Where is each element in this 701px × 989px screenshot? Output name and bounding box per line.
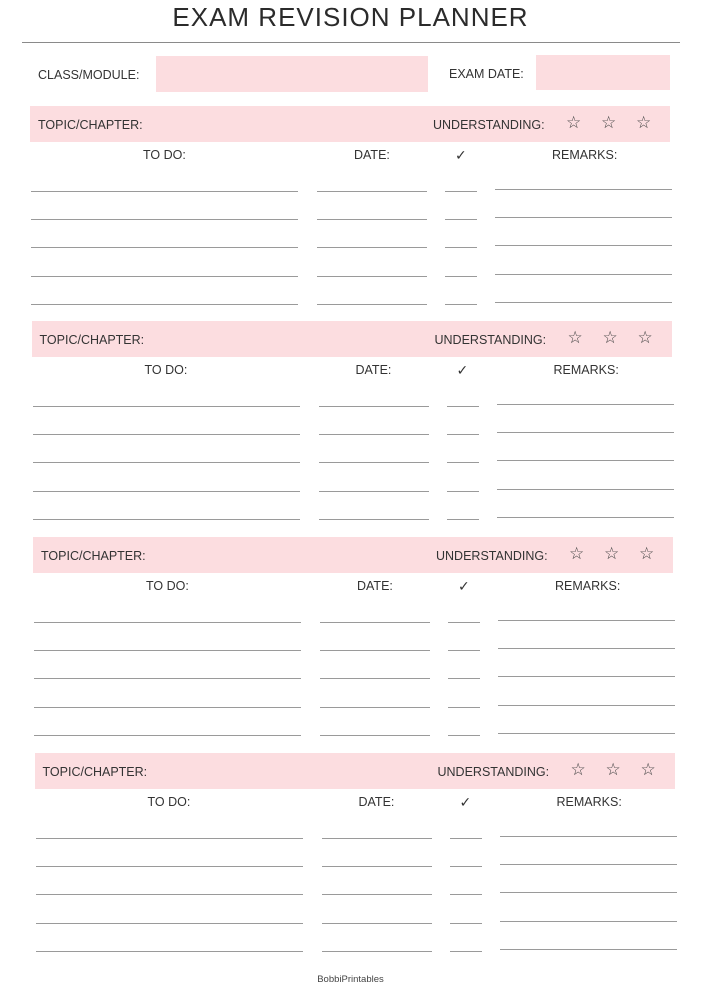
remarks-line[interactable] [500,892,677,893]
date-line[interactable] [320,622,430,623]
remarks-line[interactable] [495,274,672,275]
check-line[interactable] [448,622,480,623]
star-icon[interactable]: ☆ [605,760,621,779]
remarks-line[interactable] [495,245,672,246]
todo-line[interactable] [34,678,301,679]
topic-chapter-label: TOPIC/CHAPTER: [42,765,148,779]
remarks-header: REMARKS: [553,363,619,377]
todo-header: TO DO: [143,148,186,162]
date-line[interactable] [317,304,427,305]
todo-line[interactable] [33,406,300,407]
check-line[interactable] [450,866,482,867]
date-line[interactable] [322,894,432,895]
todo-line[interactable] [36,838,303,839]
remarks-line[interactable] [495,189,672,190]
todo-line[interactable] [36,923,303,924]
check-line[interactable] [445,304,477,305]
date-line[interactable] [322,923,432,924]
check-line[interactable] [450,894,482,895]
check-line[interactable] [447,519,479,520]
check-header: ✓ [458,578,470,594]
remarks-line[interactable] [498,733,675,734]
star-icon[interactable]: ☆ [637,328,653,347]
understanding-label: UNDERSTANDING: [433,118,545,132]
star-icon[interactable]: ☆ [570,760,586,779]
star-icon[interactable]: ☆ [602,328,618,347]
remarks-line[interactable] [498,648,675,649]
remarks-line[interactable] [500,836,677,837]
remarks-line[interactable] [495,217,672,218]
check-header: ✓ [456,362,469,378]
remarks-line[interactable] [500,864,677,865]
remarks-line[interactable] [498,620,675,621]
remarks-header: REMARKS: [555,579,621,593]
star-icon[interactable]: ☆ [640,760,656,779]
topic-chapter-label: TOPIC/CHAPTER: [41,549,146,563]
date-line[interactable] [320,650,430,651]
date-header: DATE: [355,363,392,377]
topic-section [0,537,701,752]
date-line[interactable] [317,219,427,220]
understanding-label: UNDERSTANDING: [436,549,548,563]
remarks-line[interactable] [500,921,677,922]
class-module-label: CLASS/MODULE: [38,68,140,82]
date-line[interactable] [317,276,427,277]
remarks-line[interactable] [498,676,675,677]
star-icon[interactable]: ☆ [604,544,620,563]
todo-line[interactable] [31,304,298,305]
remarks-line[interactable] [497,432,674,433]
topic-chapter-label: TOPIC/CHAPTER: [38,118,143,132]
check-line[interactable] [448,735,480,736]
date-line[interactable] [319,434,429,435]
star-icon[interactable]: ☆ [569,544,585,563]
understanding-rating [566,113,671,133]
check-line[interactable] [445,219,477,220]
check-line[interactable] [448,650,480,651]
date-header: DATE: [358,795,395,809]
date-line[interactable] [319,519,429,520]
check-line[interactable] [447,406,479,407]
todo-line[interactable] [36,951,303,952]
todo-header: TO DO: [147,795,191,809]
todo-line[interactable] [34,707,301,708]
todo-line[interactable] [31,276,298,277]
remarks-line[interactable] [497,489,674,490]
check-line[interactable] [450,838,482,839]
todo-line[interactable] [31,219,298,220]
remarks-line[interactable] [497,517,674,518]
date-line[interactable] [319,491,429,492]
date-line[interactable] [317,191,427,192]
topic-section [0,106,701,321]
star-icon[interactable]: ☆ [636,113,652,132]
date-header: DATE: [354,148,390,162]
page-title: EXAM REVISION PLANNER [172,2,529,32]
check-line[interactable] [447,491,479,492]
date-line[interactable] [317,247,427,248]
todo-line[interactable] [36,894,303,895]
date-line[interactable] [319,462,429,463]
check-line[interactable] [445,247,477,248]
remarks-header: REMARKS: [552,148,618,162]
topic-chapter-label: TOPIC/CHAPTER: [39,333,145,347]
remarks-header: REMARKS: [556,795,622,809]
check-line[interactable] [448,707,480,708]
check-line[interactable] [447,434,479,435]
understanding-rating [569,544,674,564]
check-line[interactable] [450,951,482,952]
date-header: DATE: [357,579,393,593]
exam-date-field[interactable] [536,55,670,90]
todo-line[interactable] [33,519,300,520]
check-line[interactable] [450,923,482,924]
footer-brand: BobbiPrintables [317,974,384,985]
understanding-label: UNDERSTANDING: [437,765,550,779]
check-header: ✓ [455,147,467,163]
todo-line[interactable] [31,191,298,192]
star-icon[interactable]: ☆ [567,328,583,347]
title-divider [22,42,680,43]
date-line[interactable] [319,406,429,407]
remarks-line[interactable] [497,404,674,405]
date-line[interactable] [320,678,430,679]
check-line[interactable] [447,462,479,463]
todo-line[interactable] [34,650,301,651]
todo-line[interactable] [31,247,298,248]
check-line[interactable] [445,276,477,277]
star-icon[interactable]: ☆ [639,544,655,563]
star-icon[interactable]: ☆ [566,113,582,132]
check-line[interactable] [448,678,480,679]
exam-date-label: EXAM DATE: [449,67,524,81]
todo-line[interactable] [36,866,303,867]
star-icon[interactable]: ☆ [601,113,617,132]
todo-line[interactable] [33,434,300,435]
understanding-rating [571,760,676,780]
todo-line[interactable] [33,462,300,463]
todo-header: TO DO: [144,363,188,377]
understanding-rating [568,328,673,348]
date-line[interactable] [322,838,432,839]
date-line[interactable] [322,951,432,952]
todo-line[interactable] [33,491,300,492]
class-module-field[interactable] [156,56,428,92]
check-header: ✓ [459,794,472,810]
remarks-line[interactable] [495,302,672,303]
topic-section [0,753,701,968]
date-line[interactable] [320,707,430,708]
remarks-line[interactable] [498,705,675,706]
todo-header: TO DO: [146,579,189,593]
date-line[interactable] [320,735,430,736]
remarks-line[interactable] [500,949,677,950]
check-line[interactable] [445,191,477,192]
remarks-line[interactable] [497,460,674,461]
todo-line[interactable] [34,622,301,623]
date-line[interactable] [322,866,432,867]
topic-section [0,321,701,536]
todo-line[interactable] [34,735,301,736]
understanding-label: UNDERSTANDING: [434,333,547,347]
